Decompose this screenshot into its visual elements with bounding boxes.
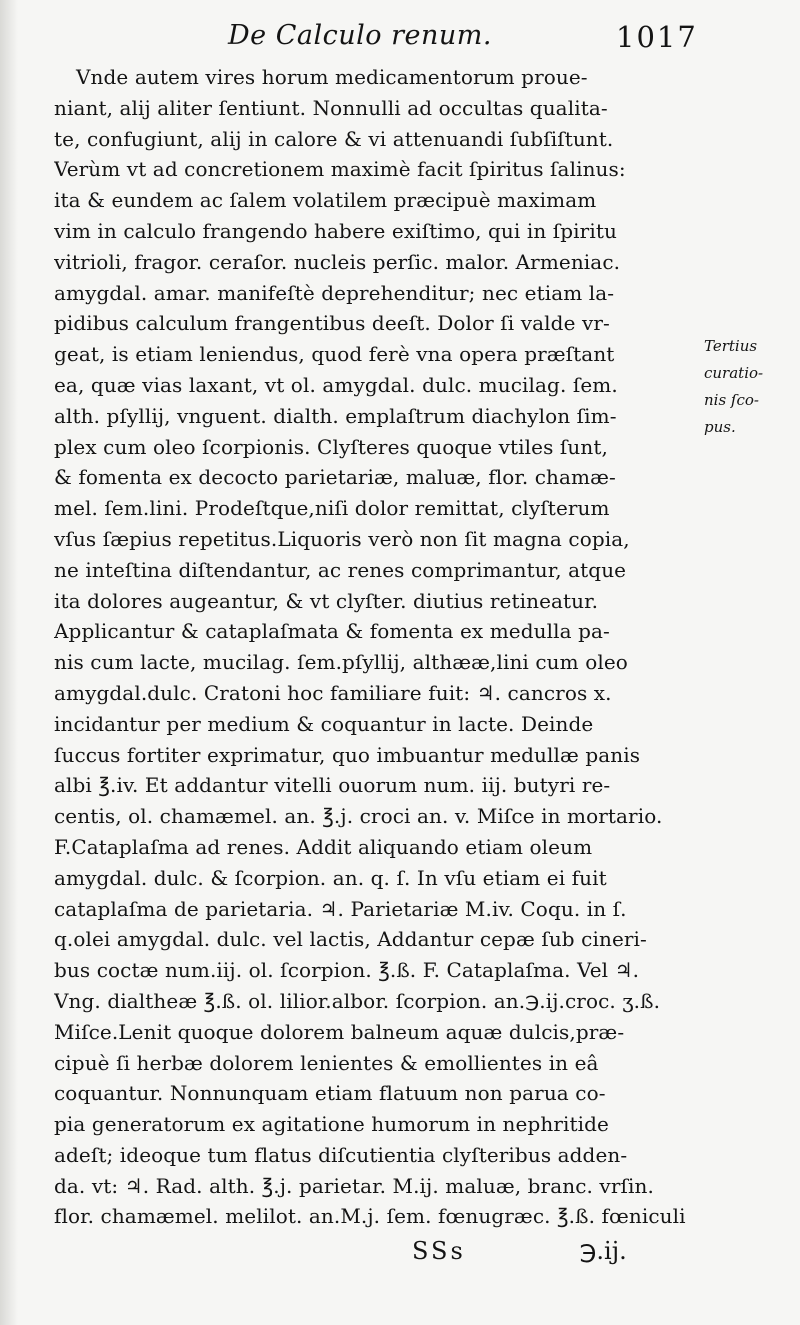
- running-title: De Calculo renum.: [228, 20, 492, 51]
- text-line: incidantur per medium & coquantur in lacte. Deinde: [54, 711, 594, 736]
- text-line: ea, quæ vias laxant, vt ol. amygdal. dulc. mucilag. ſem.: [54, 372, 618, 397]
- text-line: ita dolores augeantur, & vt clyſter. diutius retineatur.: [54, 588, 599, 613]
- page-footer: [412, 1237, 712, 1265]
- text-line: plex cum oleo ſcorpionis. Clyſteres quoque vtiles ſunt,: [54, 434, 608, 459]
- body-text: [54, 62, 694, 1232]
- text-line: vim in calculo frangendo habere exiſtimo, qui in ſpiritu: [54, 218, 617, 243]
- text-line: niant, alij aliter ſentiunt. Nonnulli ad occultas qualita-: [54, 95, 608, 120]
- page-edge-shadow: [0, 0, 18, 1325]
- text-line: alth. pſyllij, vnguent. dialth. emplaſtrum diachylon ſim-: [54, 403, 617, 428]
- text-line: pidibus calculum frangentibus deeſt. Dolor ſi valde vr-: [54, 311, 610, 336]
- text-line: ſuccus fortiter exprimatur, quo imbuantur medullæ panis: [54, 742, 641, 767]
- marginal-note-line: Tertius: [704, 337, 758, 355]
- text-line: adeſt; ideoque tum flatus diſcutientia clyſteribus adden-: [54, 1142, 628, 1167]
- text-line: Vng. dialtheæ ℥.ß. ol. lilior.albor. ſcorpion. an.℈.ij.croc. ʒ.ß.: [54, 988, 661, 1013]
- text-line: Miſce.Lenit quoque dolorem balneum aquæ dulcis,præ-: [54, 1019, 625, 1044]
- text-line: cataplaſma de parietaria. ♃. Parietariæ M.iv. Coqu. in ſ.: [54, 896, 627, 921]
- text-line: bus coctæ num.iij. ol. ſcorpion. ℥.ß. F. Cataplaſma. Vel ♃.: [54, 958, 640, 983]
- marginal-note-line: nis ſco-: [704, 391, 759, 409]
- text-line: flor. chamæmel. melilot. an.M.j. ſem. fœnugræc. ℥.ß. fœniculi: [54, 1204, 686, 1229]
- signature-mark: SSs: [412, 1237, 466, 1265]
- marginal-note-line: pus.: [704, 418, 736, 436]
- text-line: cipuè ſi herbæ dolorem lenientes & emollientes in eâ: [54, 1050, 599, 1075]
- text-line: amygdal.dulc. Cratoni hoc familiare fuit: ♃. cancros x.: [54, 680, 612, 705]
- marginal-note-line: curatio-: [704, 364, 764, 382]
- text-line: geat, is etiam leniendus, quod ferè vna opera præſtant: [54, 342, 615, 367]
- text-line: Verùm vt ad concretionem maximè facit ſpiritus ſalinus:: [54, 157, 626, 182]
- text-line: ne inteſtina diſtendantur, ac renes comprimantur, atque: [54, 557, 627, 582]
- text-line: vitrioli, fragor. ceraſor. nucleis perſic. malor. Armeniac.: [54, 249, 621, 274]
- text-line: coquantur. Nonnunquam etiam flatuum non parua co-: [54, 1081, 606, 1106]
- text-line: q.olei amygdal. dulc. vel lactis, Addantur cepæ ſub cineri-: [54, 927, 647, 952]
- text-line: amygdal. amar. manifeſtè deprehenditur; nec etiam la-: [54, 280, 615, 305]
- text-line: Applicantur & cataplaſmata & fomenta ex medulla pa-: [54, 619, 610, 644]
- text-line: Vnde autem vires horum medicamentorum proue-: [76, 65, 588, 89]
- text-line: F.Cataplaſma ad renes. Addit aliquando etiam oleum: [54, 834, 593, 859]
- text-line: ita & eundem ac ſalem volatilem præcipuè maximam: [54, 188, 597, 213]
- text-line: centis, ol. chamæmel. an. ℥.j. croci an. v. Miſce in mortario.: [54, 804, 663, 829]
- text-line: da. vt: ♃. Rad. alth. ℥.j. parietar. M.ij. maluæ, branc. vrſin.: [54, 1173, 654, 1198]
- text-line: amygdal. dulc. & ſcorpion. an. q. ſ. In vſu etiam ei fuit: [54, 865, 607, 890]
- text-line: te, confugiunt, alij in calore & vi attenuandi ſubſiſtunt.: [54, 126, 614, 151]
- marginal-note: [704, 333, 800, 441]
- page-number: 1017: [616, 20, 698, 54]
- text-line: mel. ſem.lini. Prodeſtque,niſi dolor remittat, clyſterum: [54, 496, 610, 521]
- text-line: albi ℥.iv. Et addantur vitelli ouorum num. iij. butyri re-: [54, 773, 611, 798]
- text-line: pia generatorum ex agitatione humorum in nephritide: [54, 1112, 609, 1137]
- text-line: vſus ſæpius repetitus.Liquoris verò non ſit magna copia,: [54, 526, 630, 551]
- text-line: & fomenta ex decocto parietariæ, maluæ, flor. chamæ-: [54, 465, 616, 490]
- catchword: ℈.ij.: [579, 1237, 627, 1265]
- text-line: nis cum lacte, mucilag. ſem.pſyllij, althææ,lini cum oleo: [54, 650, 628, 675]
